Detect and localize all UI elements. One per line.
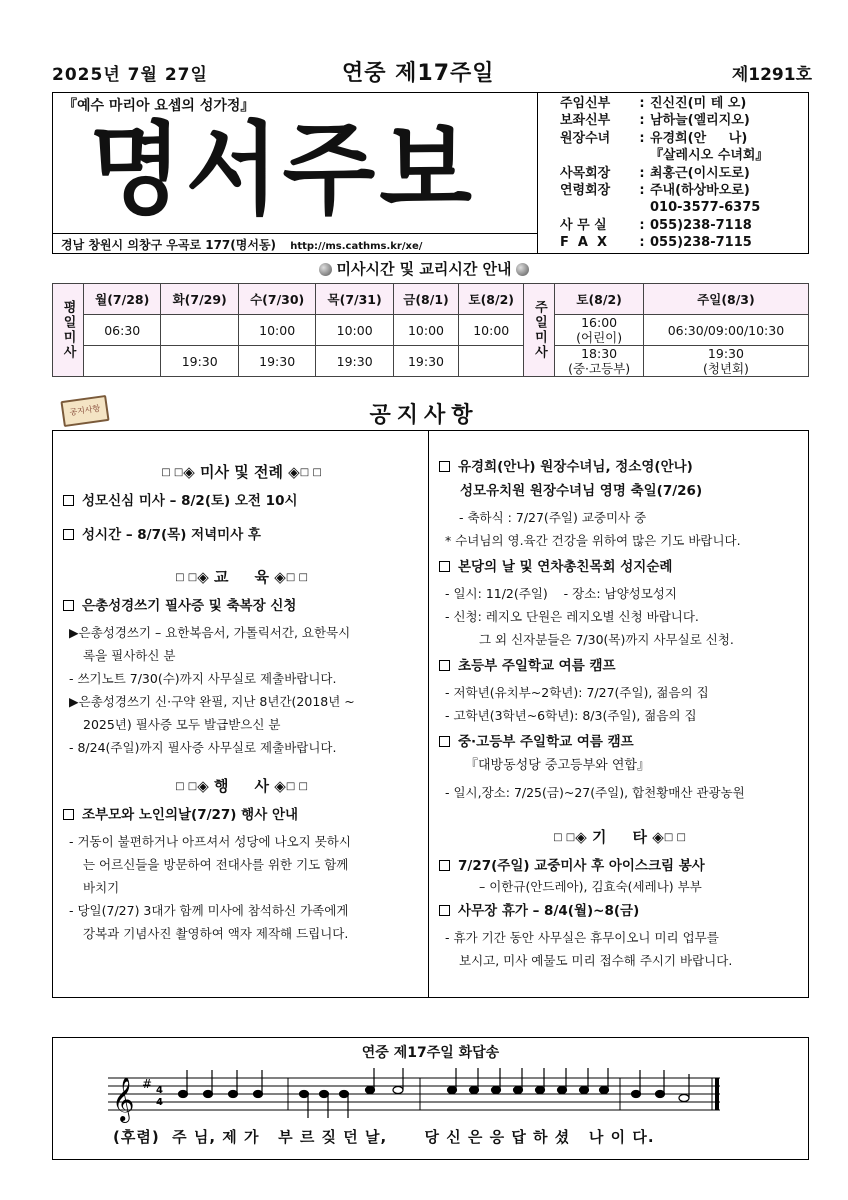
- notice-line: 보시고, 미사 예물도 미리 접수해 주시기 바랍니다.: [459, 953, 733, 968]
- notice-item: 성시간 – 8/7(목) 저녁미사 후: [63, 526, 420, 544]
- mass-time-cell: 19:30: [238, 346, 315, 377]
- notice-line: ▶은총성경쓰기 – 요한복음서, 가톨릭서간, 요한묵시: [69, 625, 351, 640]
- checkbox-icon: [439, 905, 450, 916]
- notice-line: 는 어르신들을 방문하여 전대사를 위한 기도 함께: [83, 857, 349, 872]
- masthead-left: [53, 93, 538, 253]
- staff-row: 원장수녀 : 유경희(안 나): [560, 130, 748, 146]
- section-heading: □ □◈ 기 타 ◈□ □: [553, 828, 686, 846]
- notice-line: - 쓰기노트 7/30(수)까지 사무실로 제출바랍니다.: [69, 671, 337, 686]
- notice-line: 바치기: [83, 880, 120, 895]
- mass-time-cell: 10:00: [238, 315, 315, 346]
- website-link[interactable]: http://ms.cathms.kr/xe/: [290, 241, 423, 252]
- notice-item: 유경희(안나) 원장수녀님, 정소영(안나): [439, 458, 800, 476]
- music-staff-icon: [108, 1068, 728, 1128]
- mass-time-cell: 06:30: [84, 315, 161, 346]
- notice-column-left: [53, 431, 429, 997]
- notice-board: [52, 430, 809, 998]
- checkbox-icon: [439, 660, 450, 671]
- mass-time-cell: 19:30: [161, 346, 238, 377]
- day-header: 목(7/31): [316, 284, 393, 315]
- notice-item: 은총성경쓰기 필사증 및 축복장 신청: [63, 597, 420, 615]
- day-header: 주일(8/3): [643, 284, 808, 315]
- checkbox-icon: [63, 529, 74, 540]
- checkbox-icon: [439, 736, 450, 747]
- masthead: [52, 92, 809, 254]
- mass-times-heading: 미사시간 및 교리시간 안내: [0, 258, 848, 279]
- notice-column-right: [431, 431, 808, 997]
- bullet-dot-icon: [319, 263, 332, 276]
- psalm-title: 연중 제17주일 화답송: [361, 1045, 500, 1061]
- checkbox-icon: [439, 561, 450, 572]
- staff-row: 010-3577-6375: [650, 200, 761, 216]
- mass-time-cell: [161, 315, 238, 346]
- mass-time-cell: 19:30: [316, 346, 393, 377]
- notice-line: - 축하식 : 7/27(주일) 교중미사 중: [459, 510, 647, 525]
- day-header: 수(7/30): [238, 284, 315, 315]
- address-bar: [53, 233, 537, 253]
- svg-text:#: #: [142, 1077, 153, 1091]
- notice-line: - 휴가 기간 동안 사무실은 휴무이오니 미리 업무를: [445, 930, 719, 945]
- notice-line: - 일시,장소: 7/25(금)~27(주일), 합천황매산 관광농원: [445, 785, 745, 800]
- checkbox-icon: [63, 600, 74, 611]
- notice-item: 조부모와 노인의날(7/27) 행사 안내: [63, 806, 420, 824]
- notice-line: * 수녀님의 영.육간 건강을 위하여 많은 기도 바랍니다.: [445, 533, 741, 548]
- issue-number: 제1291호: [731, 65, 812, 85]
- notice-item: 성모신심 미사 – 8/2(토) 오전 10시: [63, 492, 420, 510]
- svg-text:𝄞: 𝄞: [112, 1077, 135, 1121]
- staff-row: 연령회장 : 주내(하상바오로): [560, 183, 750, 199]
- day-header: 화(7/29): [161, 284, 238, 315]
- day-header: 금(8/1): [393, 284, 458, 315]
- bullet-dot-icon: [516, 263, 529, 276]
- bulletin-title: 명서주보: [89, 110, 476, 229]
- mass-time-cell: 06:30/09:00/10:30: [643, 315, 808, 346]
- svg-text:4: 4: [156, 1097, 163, 1108]
- header-row: [52, 60, 812, 88]
- notice-line: - 고학년(3학년~6학년): 8/3(주일), 젊음의 집: [445, 708, 697, 723]
- liturgical-week: 연중 제17주일: [342, 61, 495, 86]
- checkbox-icon: [439, 860, 450, 871]
- svg-text:4: 4: [156, 1085, 163, 1096]
- notice-line: - 저학년(유치부~2학년): 7/27(주일), 젊음의 집: [445, 685, 709, 700]
- mass-time-cell: 18:30 (중·고등부): [555, 346, 644, 377]
- issue-date: 2025년 7월 27일: [52, 65, 208, 85]
- mass-time-cell: [459, 346, 524, 377]
- notice-item: 초등부 주일학교 여름 캠프: [439, 657, 800, 675]
- section-heading: □ □◈ 행 사 ◈□ □: [175, 777, 308, 795]
- notice-item: 7/27(주일) 교중미사 후 아이스크림 봉사: [439, 857, 800, 875]
- staff-row: 보좌신부 : 남하늘(엘리지오): [560, 113, 750, 129]
- notice-item: 성모유치원 원장수녀님 영명 축일(7/26): [460, 483, 703, 499]
- notice-line: ▶은총성경쓰기 신·구약 완필, 지난 8년간(2018년 ~: [69, 694, 355, 709]
- notice-line: 강복과 기념사진 촬영하여 액자 제작해 드립니다.: [83, 926, 349, 941]
- notice-item: 『대방동성당 중고등부와 연합』: [465, 758, 650, 773]
- checkbox-icon: [63, 809, 74, 820]
- responsorial-psalm: [52, 1037, 809, 1160]
- mass-time-cell: [84, 346, 161, 377]
- day-header: 월(7/28): [84, 284, 161, 315]
- staff-row: 『살레시오 수녀회』: [650, 148, 769, 164]
- staff-row: 주임신부 : 진신진(미 테 오): [560, 96, 747, 111]
- mass-time-cell: 10:00: [393, 315, 458, 346]
- sunday-mass-label: 주일미사: [524, 284, 555, 377]
- section-heading: □ □◈ 미사 및 전례 ◈□ □: [161, 463, 322, 481]
- notice-title: 공지사항: [369, 403, 479, 428]
- notice-item: 본당의 날 및 연차총친목회 성지순례: [439, 558, 800, 576]
- address: 경남 창원시 의창구 우곡로 177(명서동): [61, 238, 277, 252]
- mass-time-cell: 19:30: [393, 346, 458, 377]
- mass-time-cell: 10:00: [459, 315, 524, 346]
- section-heading: □ □◈ 교 육 ◈□ □: [175, 568, 308, 586]
- weekday-mass-label: 평일미사: [53, 284, 84, 377]
- notice-item: 사무장 휴가 – 8/4(월)~8(금): [439, 902, 800, 920]
- psalm-lyric: (후렴) 주 님, 제 가 부 르 짖 던 날, 당 신 은 응 답 하 셨 나 이 다.: [113, 1128, 655, 1146]
- notice-line: 2025년) 필사증 모두 발급받으신 분: [83, 717, 281, 732]
- mass-times-table: [52, 283, 809, 377]
- notice-line: - 일시: 11/2(주일) - 장소: 남양성모성지: [445, 586, 677, 601]
- notice-line: – 이한규(안드레아), 김효숙(세레나) 부부: [479, 879, 702, 894]
- mass-time-cell: 10:00: [316, 315, 393, 346]
- notice-line: 록을 필사하신 분: [83, 648, 176, 663]
- notice-board-icon: 공지사항: [60, 395, 109, 427]
- staff-row: F A X : 055)238-7115: [560, 235, 752, 251]
- staff-row: 사 무 실 : 055)238-7118: [560, 217, 752, 233]
- notice-line: 그 외 신자분들은 7/30(목)까지 사무실로 신청.: [479, 632, 734, 647]
- mass-time-cell: 16:00 (어린이): [555, 315, 644, 346]
- notice-line: - 당일(7/27) 3대가 함께 미사에 참석하신 가족에게: [69, 903, 349, 918]
- staff-list: [540, 93, 808, 253]
- checkbox-icon: [63, 495, 74, 506]
- checkbox-icon: [439, 461, 450, 472]
- notice-item: 중·고등부 주일학교 여름 캠프: [439, 733, 800, 751]
- staff-row: 사목회장 : 최홍근(이시도로): [560, 165, 750, 181]
- notice-line: - 거동이 불편하거나 아프셔서 성당에 나오지 못하시: [69, 834, 351, 849]
- notice-line: - 8/24(주일)까지 필사증 사무실로 제출바랍니다.: [69, 740, 337, 755]
- day-header: 토(8/2): [459, 284, 524, 315]
- motto: 『예수 마리아 요셉의 성가정』: [63, 98, 255, 114]
- mass-time-cell: 19:30 (청년회): [643, 346, 808, 377]
- notice-line: - 신청: 레지오 단원은 레지오별 신청 바랍니다.: [445, 609, 699, 624]
- day-header: 토(8/2): [555, 284, 644, 315]
